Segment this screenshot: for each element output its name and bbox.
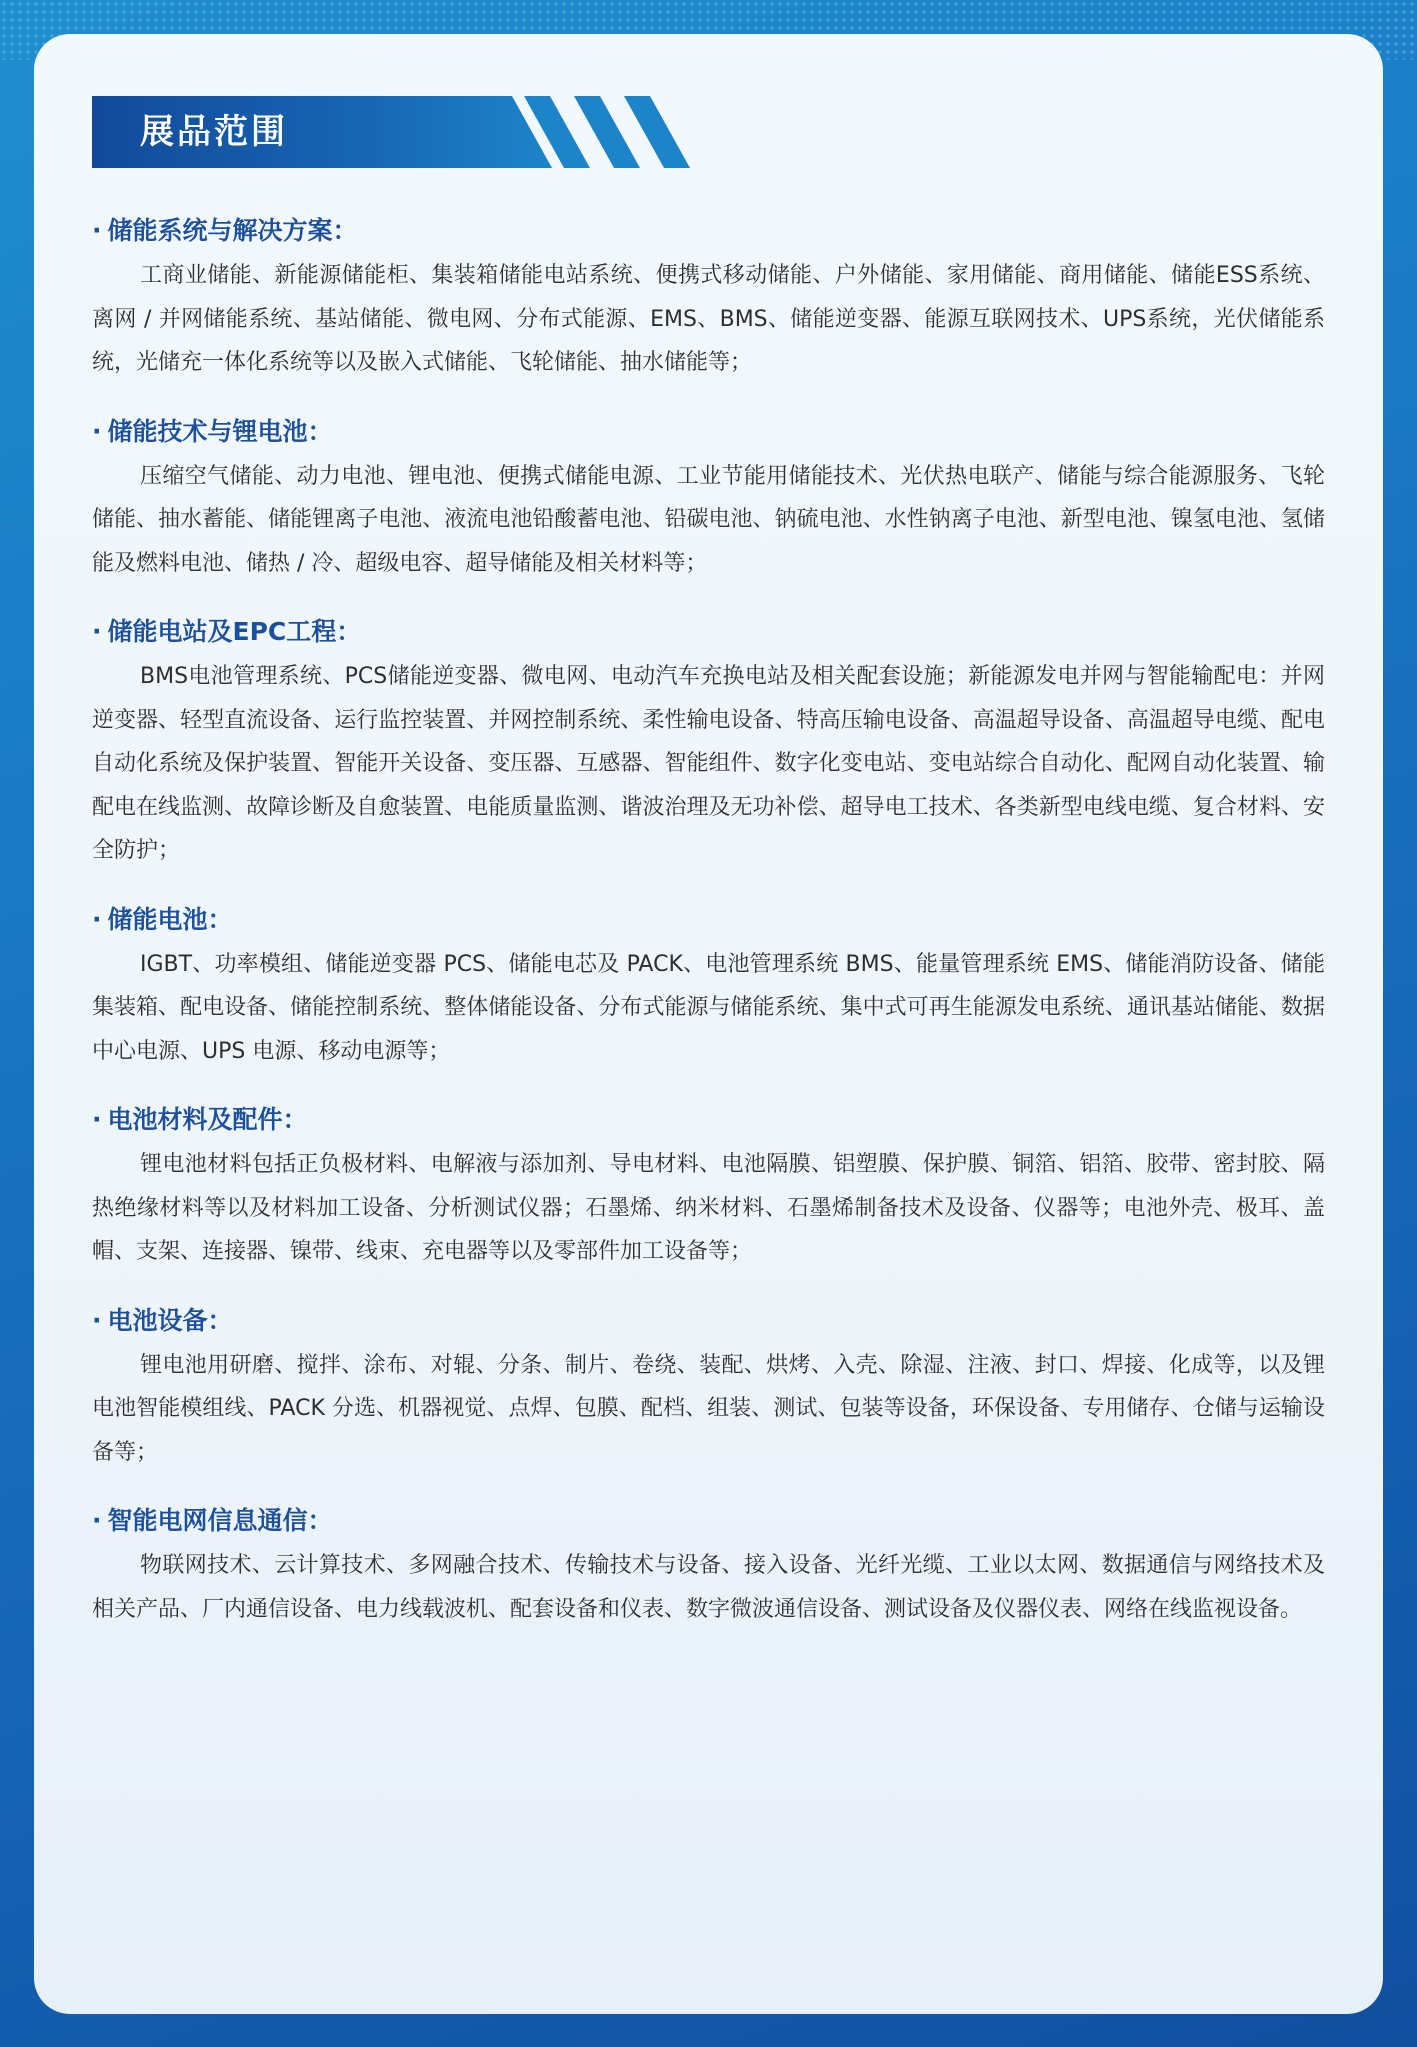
section-title: 电池材料及配件： <box>107 1105 308 1134</box>
section-banner <box>92 96 692 168</box>
section-storage-tech-lithium <box>92 413 1325 586</box>
section-title: 储能电池： <box>107 904 233 934</box>
bullet-icon: · <box>92 617 102 646</box>
bullet-icon: · <box>92 1105 102 1134</box>
section-body: IGBT、功率模组、储能逆变器 PCS、储能电芯及 PACK、电池管理系统 BMS、能量管理系统 EMS、储能消防设备、储能集装箱、配电设备、储能控制系统、整体储能设备、分布式能源与储能系统、集中式可再生能源发电系统、通讯基站储能、数据中心电源、UPS 电源、移动电源等； <box>92 951 1325 1064</box>
content-card <box>34 34 1383 2014</box>
section-title: 储能系统与解决方案： <box>107 216 358 245</box>
page-title: 展品范围 <box>140 112 288 152</box>
section-title: 储能电站及EPC工程： <box>107 617 362 646</box>
section-storage-battery <box>92 901 1325 1074</box>
section-title: 电池设备： <box>107 1305 233 1335</box>
section-body: 压缩空气储能、动力电池、锂电池、便携式储能电源、工业节能用储能技术、光伏热电联产、储能与综合能源服务、飞轮储能、抽水蓄能、储能锂离子电池、液流电池铅酸蓄电池、铅碳电池、钠硫电池、水性钠离子电池、新型电池、镍氢电池、氢储能及燃料电池、储热 / 冷、超级电容、超导储能及相关材料等； <box>92 463 1325 576</box>
section-body: 物联网技术、云计算技术、多网融合技术、传输技术与设备、接入设备、光纤光缆、工业以太网、数据通信与网络技术及相关产品、厂内通信设备、电力线载波机、配套设备和仪表、数字微波通信设备、测试设备及仪器仪表、网络在线监视设备。 <box>92 1553 1325 1622</box>
exhibit-scope-list <box>92 212 1325 1631</box>
bullet-icon: · <box>92 904 102 934</box>
bullet-icon: · <box>92 1506 102 1535</box>
section-title: 智能电网信息通信： <box>107 1506 333 1535</box>
section-title: 储能技术与锂电池： <box>107 416 333 446</box>
section-body: 锂电池材料包括正负极材料、电解液与添加剂、导电材料、电池隔膜、铝塑膜、保护膜、铜箔、铝箔、胶带、密封胶、隔热绝缘材料等以及材料加工设备、分析测试仪器；石墨烯、纳米材料、石墨烯制备技术及设备、仪器等；电池外壳、极耳、盖帽、支架、连接器、镍带、线束、充电器等以及零部件加工设备等； <box>92 1152 1325 1264</box>
section-energy-storage-systems <box>92 212 1325 385</box>
section-smart-grid-comm <box>92 1502 1325 1631</box>
section-battery-materials <box>92 1101 1325 1274</box>
section-body: 锂电池用研磨、搅拌、涂布、对辊、分条、制片、卷绕、装配、烘烤、入壳、除湿、注液、封口、焊接、化成等，以及锂电池智能模组线、PACK 分选、机器视觉、点焊、包膜、配档、组装、测试、包装等设备，环保设备、专用储存、仓储与运输设备等； <box>92 1352 1325 1465</box>
section-power-station-epc <box>92 613 1325 873</box>
bullet-icon: · <box>92 216 102 245</box>
bullet-icon: · <box>92 416 102 446</box>
section-body: 工商业储能、新能源储能柜、集装箱储能电站系统、便携式移动储能、户外储能、家用储能、商用储能、储能ESS系统、离网 / 并网储能系统、基站储能、微电网、分布式能源、EMS、BMS、储能逆变器、能源互联网技术、UPS系统，光伏储能系统，光储充一体化系统等以及嵌入式储能、飞轮储能、抽水储能等； <box>92 263 1325 375</box>
section-battery-equipment <box>92 1302 1325 1475</box>
section-body: BMS电池管理系统、PCS储能逆变器、微电网、电动汽车充换电站及相关配套设施；新能源发电并网与智能输配电：并网逆变器、轻型直流设备、运行监控装置、并网控制系统、柔性输电设备、特高压输电设备、高温超导设备、高温超导电缆、配电自动化系统及保护装置、智能开关设备、变压器、互感器、智能组件、数字化变电站、变电站综合自动化、配网自动化装置、输配电在线监测、故障诊断及自愈装置、电能质量监测、谐波治理及无功补偿、超导电工技术、各类新型电线电缆、复合材料、安全防护； <box>92 664 1325 863</box>
bullet-icon: · <box>92 1305 102 1335</box>
